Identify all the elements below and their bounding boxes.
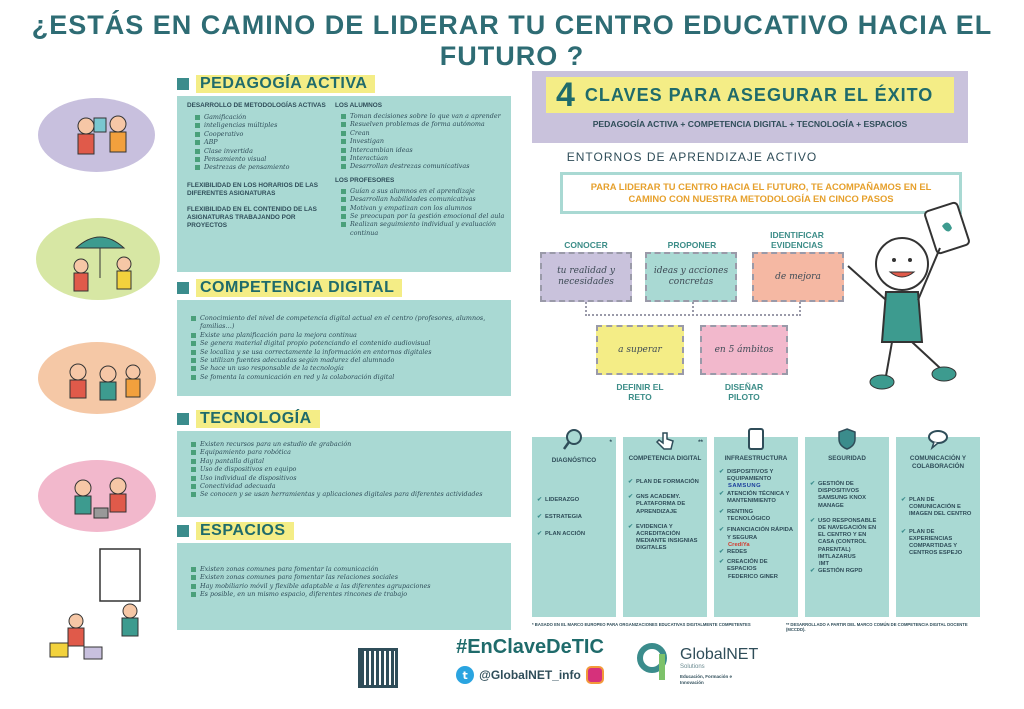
column-item: ✔ RENTING TECNOLÓGICO (719, 509, 793, 523)
column-mark: * (609, 439, 612, 446)
column-item: ✔ ESTRATEGIA (537, 514, 611, 521)
profesores-head: LOS PROFESORES (335, 176, 395, 184)
list-item: Desarrollan habilidades comunicativas (341, 195, 505, 203)
espacios-list (177, 543, 511, 599)
section-marker (177, 413, 189, 425)
globalnet-logo-icon (634, 640, 674, 688)
claves-subtitle: PEDAGOGÍA ACTIVA + COMPETENCIA DIGITAL + TECNOLOGÍA + ESPACIOS (592, 119, 908, 129)
column-title: COMPETENCIA DIGITAL (628, 455, 702, 462)
list-item: Toman decisiones sobre lo que van a aprender (341, 112, 505, 120)
section-title: ESPACIOS (196, 522, 294, 540)
list-item: Realizan seguimiento individual y evaluación continua (341, 220, 505, 237)
list-item: Uso individual de dispositivos (191, 474, 511, 482)
illustration-umbrella (36, 218, 160, 300)
column-item: ✔ CREACIÓN DE ESPACIOS (719, 559, 793, 573)
list-item: ABP (195, 138, 327, 146)
list-item: Intercambian ideas (341, 146, 505, 154)
hashtag: #EnClaveDeTIC (456, 636, 604, 658)
column-item: ✔ PLAN DE COMUNICACIÓN E IMAGEN DEL CENTRO (901, 497, 975, 519)
column-infraestructura (714, 437, 798, 617)
step-label-conocer: CONOCER (564, 240, 608, 250)
whiteboard-drawing (40, 545, 170, 665)
list-item: Conocimiento del nivel de competencia digital actual en el centro (profesores, alumnos, familias…) (191, 314, 511, 331)
list-item: Pensamiento visual (195, 155, 327, 163)
qr-code (358, 648, 398, 688)
column-title: COMUNICACIÓN Y COLABORACIÓN (909, 455, 967, 470)
instagram-icon[interactable] (586, 666, 604, 684)
brand-name: GlobalNET (680, 646, 759, 663)
column-diagnostico (532, 437, 616, 617)
list-item: Es posible, en un mismo espacio, diferentes rincones de trabajo (191, 590, 511, 598)
list-item: Se localiza y se usa correctamente la información en entornos digitales (191, 348, 511, 356)
list-item: Hay pantalla digital (191, 457, 511, 465)
students-drawing (38, 98, 155, 172)
column-item: ✔ GNS ACADEMY. PLATAFORMA DE APRENDIZAJE (628, 494, 702, 516)
list-item: Interactúan (341, 154, 505, 162)
step-box-proponer: ideas y acciones concretas (645, 252, 737, 302)
shield-icon (835, 427, 859, 451)
list-item: Resuelven problemas de forma autónoma (341, 120, 505, 128)
brand-sub: Solutions (680, 664, 705, 670)
illustration-group-talk (38, 342, 156, 414)
list-item: Cooperativo (195, 130, 327, 138)
robotics-drawing (38, 460, 156, 532)
list-item: Se genera material digital propio potenciando el contenido audiovisual (191, 339, 511, 347)
character-drawing (830, 192, 970, 397)
list-item: Investigan (341, 137, 505, 145)
crediya-logo: CrediYa (728, 541, 750, 548)
column-item: ✔ PLAN DE EXPERIENCIAS COMPARTIDAS Y CENTROS ESPEJO (901, 529, 975, 558)
step-label-identificar: IDENTIFICAR EVIDENCIAS (770, 230, 824, 250)
step-box-disenar: en 5 ámbitos (700, 325, 788, 375)
list-item: Existen recursos para un estudio de grabación (191, 440, 511, 448)
section-marker (177, 525, 189, 537)
competencia-list (177, 300, 511, 381)
flex-contenido: FLEXIBILIDAD EN EL CONTENIDO DE LAS ASIGNATURAS TRABAJANDO POR PROYECTOS (187, 205, 317, 229)
column-item: ✔ EVIDENCIA Y ACREDITACIÓN MEDIANTE INSIGNIAS DIGITALES (628, 524, 702, 553)
list-item: Se conocen y se usan herramientas y aplicaciones digitales para diferentes actividades (191, 490, 511, 498)
metod-list (195, 113, 327, 172)
column-comunicacion (896, 437, 980, 617)
claves-number: 4 (556, 76, 575, 114)
panel-pedagogia (177, 96, 511, 272)
list-item: Uso de dispositivos en equipo (191, 465, 511, 473)
list-item: Se hace un uso responsable de la tecnología (191, 364, 511, 372)
column-title: DIAGNÓSTICO (551, 457, 597, 464)
step-label-definir: DEFINIR EL RETO (616, 382, 664, 402)
list-item: Gamificación (195, 113, 327, 121)
step-box-definir: a superar (596, 325, 684, 375)
section-marker (177, 78, 189, 90)
list-item: Existen zonas comunes para fomentar la comunicación (191, 565, 511, 573)
step-box-conocer: tu realidad y necesidades (540, 252, 632, 302)
section-title: PEDAGOGÍA ACTIVA (196, 75, 375, 93)
panel-tecnologia (177, 431, 511, 517)
section-head-tecnologia (177, 408, 320, 430)
column-seguridad (805, 437, 889, 617)
list-item: Motivan y empatizan con los alumnos (341, 204, 505, 212)
footnote-2: ** DESARROLLADO A PARTIR DEL MARCO COMÚN DE COMPETENCIA DIGITAL DOCENTE (MCCDD). (786, 622, 968, 632)
tablet-icon (744, 427, 768, 451)
flex-horarios: FLEXIBILIDAD EN LOS HORARIOS DE LAS DIFERENTES ASIGNATURAS (187, 181, 319, 197)
illustration-robotics (38, 460, 156, 532)
federico-giner-logo: FEDERICO GINER (728, 573, 778, 580)
alumnos-list (341, 112, 505, 171)
list-item: Existe una planificación para la mejora continua (191, 331, 511, 339)
column-item: ✔ PLAN ACCIÓN (537, 531, 611, 538)
list-item: Crean (341, 129, 505, 137)
column-item: ✔ GESTIÓN RGPD (810, 568, 884, 575)
page-title: ¿ESTÁS EN CAMINO DE LIDERAR TU CENTRO EDUCATIVO HACIA EL FUTURO ? (31, 10, 993, 71)
list-item: Guían a sus alumnos en el aprendizaje (341, 187, 505, 195)
list-item: Conectividad adecuada (191, 482, 511, 490)
brand-tagline: Educación, Formación e Innovación (680, 674, 733, 685)
umbrella-drawing (36, 218, 160, 300)
footnote-1: * BASADO EN EL MARCO EUROPEO PARA ORGANIZACIONES EDUCATIVAS DIGITALMENTE COMPETENTES (532, 622, 751, 627)
list-item: Se preocupan por la gestión emocional del aula (341, 212, 505, 220)
column-title: SEGURIDAD (828, 455, 866, 462)
list-item: inteligencias múltiples (195, 121, 327, 129)
section-title: TECNOLOGÍA (196, 410, 320, 428)
magnifier-icon (562, 427, 586, 451)
group-drawing (38, 342, 156, 414)
step-box-identificar: de mejora (752, 252, 844, 302)
section-head-pedagogia (177, 73, 375, 95)
tecnologia-list (177, 431, 511, 499)
list-item: Destrezas de pensamiento (195, 163, 327, 171)
illustration-students-tablets (38, 98, 155, 172)
samsung-logo: SAMSUNG (728, 483, 762, 490)
brand-block (634, 640, 784, 692)
section-title: COMPETENCIA DIGITAL (196, 279, 402, 297)
claves-title: CLAVES PARA ASEGURAR EL ÉXITO (584, 84, 934, 105)
touch-icon (653, 427, 677, 451)
social-row (440, 664, 620, 686)
section-head-competencia (177, 277, 402, 299)
column-item: ✔ ATENCIÓN TÉCNICA Y MANTENIMIENTO (719, 491, 793, 505)
intro-text: PARA LIDERAR TU CENTRO HACIA EL FUTURO, TE ACOMPAÑAMOS EN EL CAMINO CON NUESTRA METODOLOGÍA EN CINCO PASOS (590, 181, 932, 204)
column-item: ✔ LIDERAZGO (537, 497, 611, 504)
list-item: Desarrollan destrezas comunicativas (341, 162, 505, 170)
connector (692, 302, 694, 316)
panel-espacios (177, 543, 511, 630)
column-item: ✔ GESTIÓN DE DISPOSITIVOS SAMSUNG KNOX MANAGE (810, 481, 884, 510)
alumnos-head: LOS ALUMNOS (335, 102, 382, 109)
illustration-whiteboard (40, 545, 170, 665)
twitter-icon[interactable]: t (456, 666, 474, 684)
illustration-character-tablet (830, 192, 970, 397)
column-item: ✔ REDES (719, 549, 793, 556)
column-item: ✔ DISPOSITIVOS Y EQUIPAMIENTO (719, 469, 793, 483)
claves-title-box (546, 77, 954, 113)
entornos-heading: ENTORNOS DE APRENDIZAJE ACTIVO (566, 150, 818, 164)
list-item: Se fomenta la comunicación en red y la colaboración digital (191, 373, 511, 381)
step-label-disenar: DISEÑAR PILOTO (724, 382, 764, 402)
list-item: Equipamiento para robótica (191, 448, 511, 456)
profesores-list (341, 187, 505, 237)
imt-logo: IMT (819, 561, 829, 568)
section-head-espacios (177, 520, 294, 542)
column-competencia (623, 437, 707, 617)
list-item: Existen zonas comunes para fomentar las relaciones sociales (191, 573, 511, 581)
list-item: Hay mobiliario móvil y flexible adaptable a las diferentes agrupaciones (191, 582, 511, 590)
column-item: ✔ USO RESPONSABLE DE NAVEGACIÓN EN EL CENTRO Y EN CASA (CONTROL PARENTAL) IMTLAZARUS (810, 518, 884, 561)
list-item: Se utilizan fuentes adecuadas según madurez del alumnado (191, 356, 511, 364)
column-item: ✔ PLAN DE FORMACIÓN (628, 479, 702, 486)
social-handle[interactable]: @GlobalNET_info (479, 668, 581, 682)
chat-icon (926, 427, 950, 451)
panel-competencia (177, 300, 511, 396)
column-item: ✔ FINANCIACIÓN RÁPIDA Y SEGURA (719, 527, 793, 541)
list-item: Clase invertida (195, 147, 327, 155)
metod-head: DESARROLLO DE METODOLOGÍAS ACTIVAS (187, 102, 326, 109)
column-title: INFRAESTRUCTURA (724, 455, 788, 462)
step-label-proponer: PROPONER (667, 240, 717, 250)
column-mark: ** (698, 439, 703, 446)
claves-banner (532, 71, 968, 143)
section-marker (177, 282, 189, 294)
